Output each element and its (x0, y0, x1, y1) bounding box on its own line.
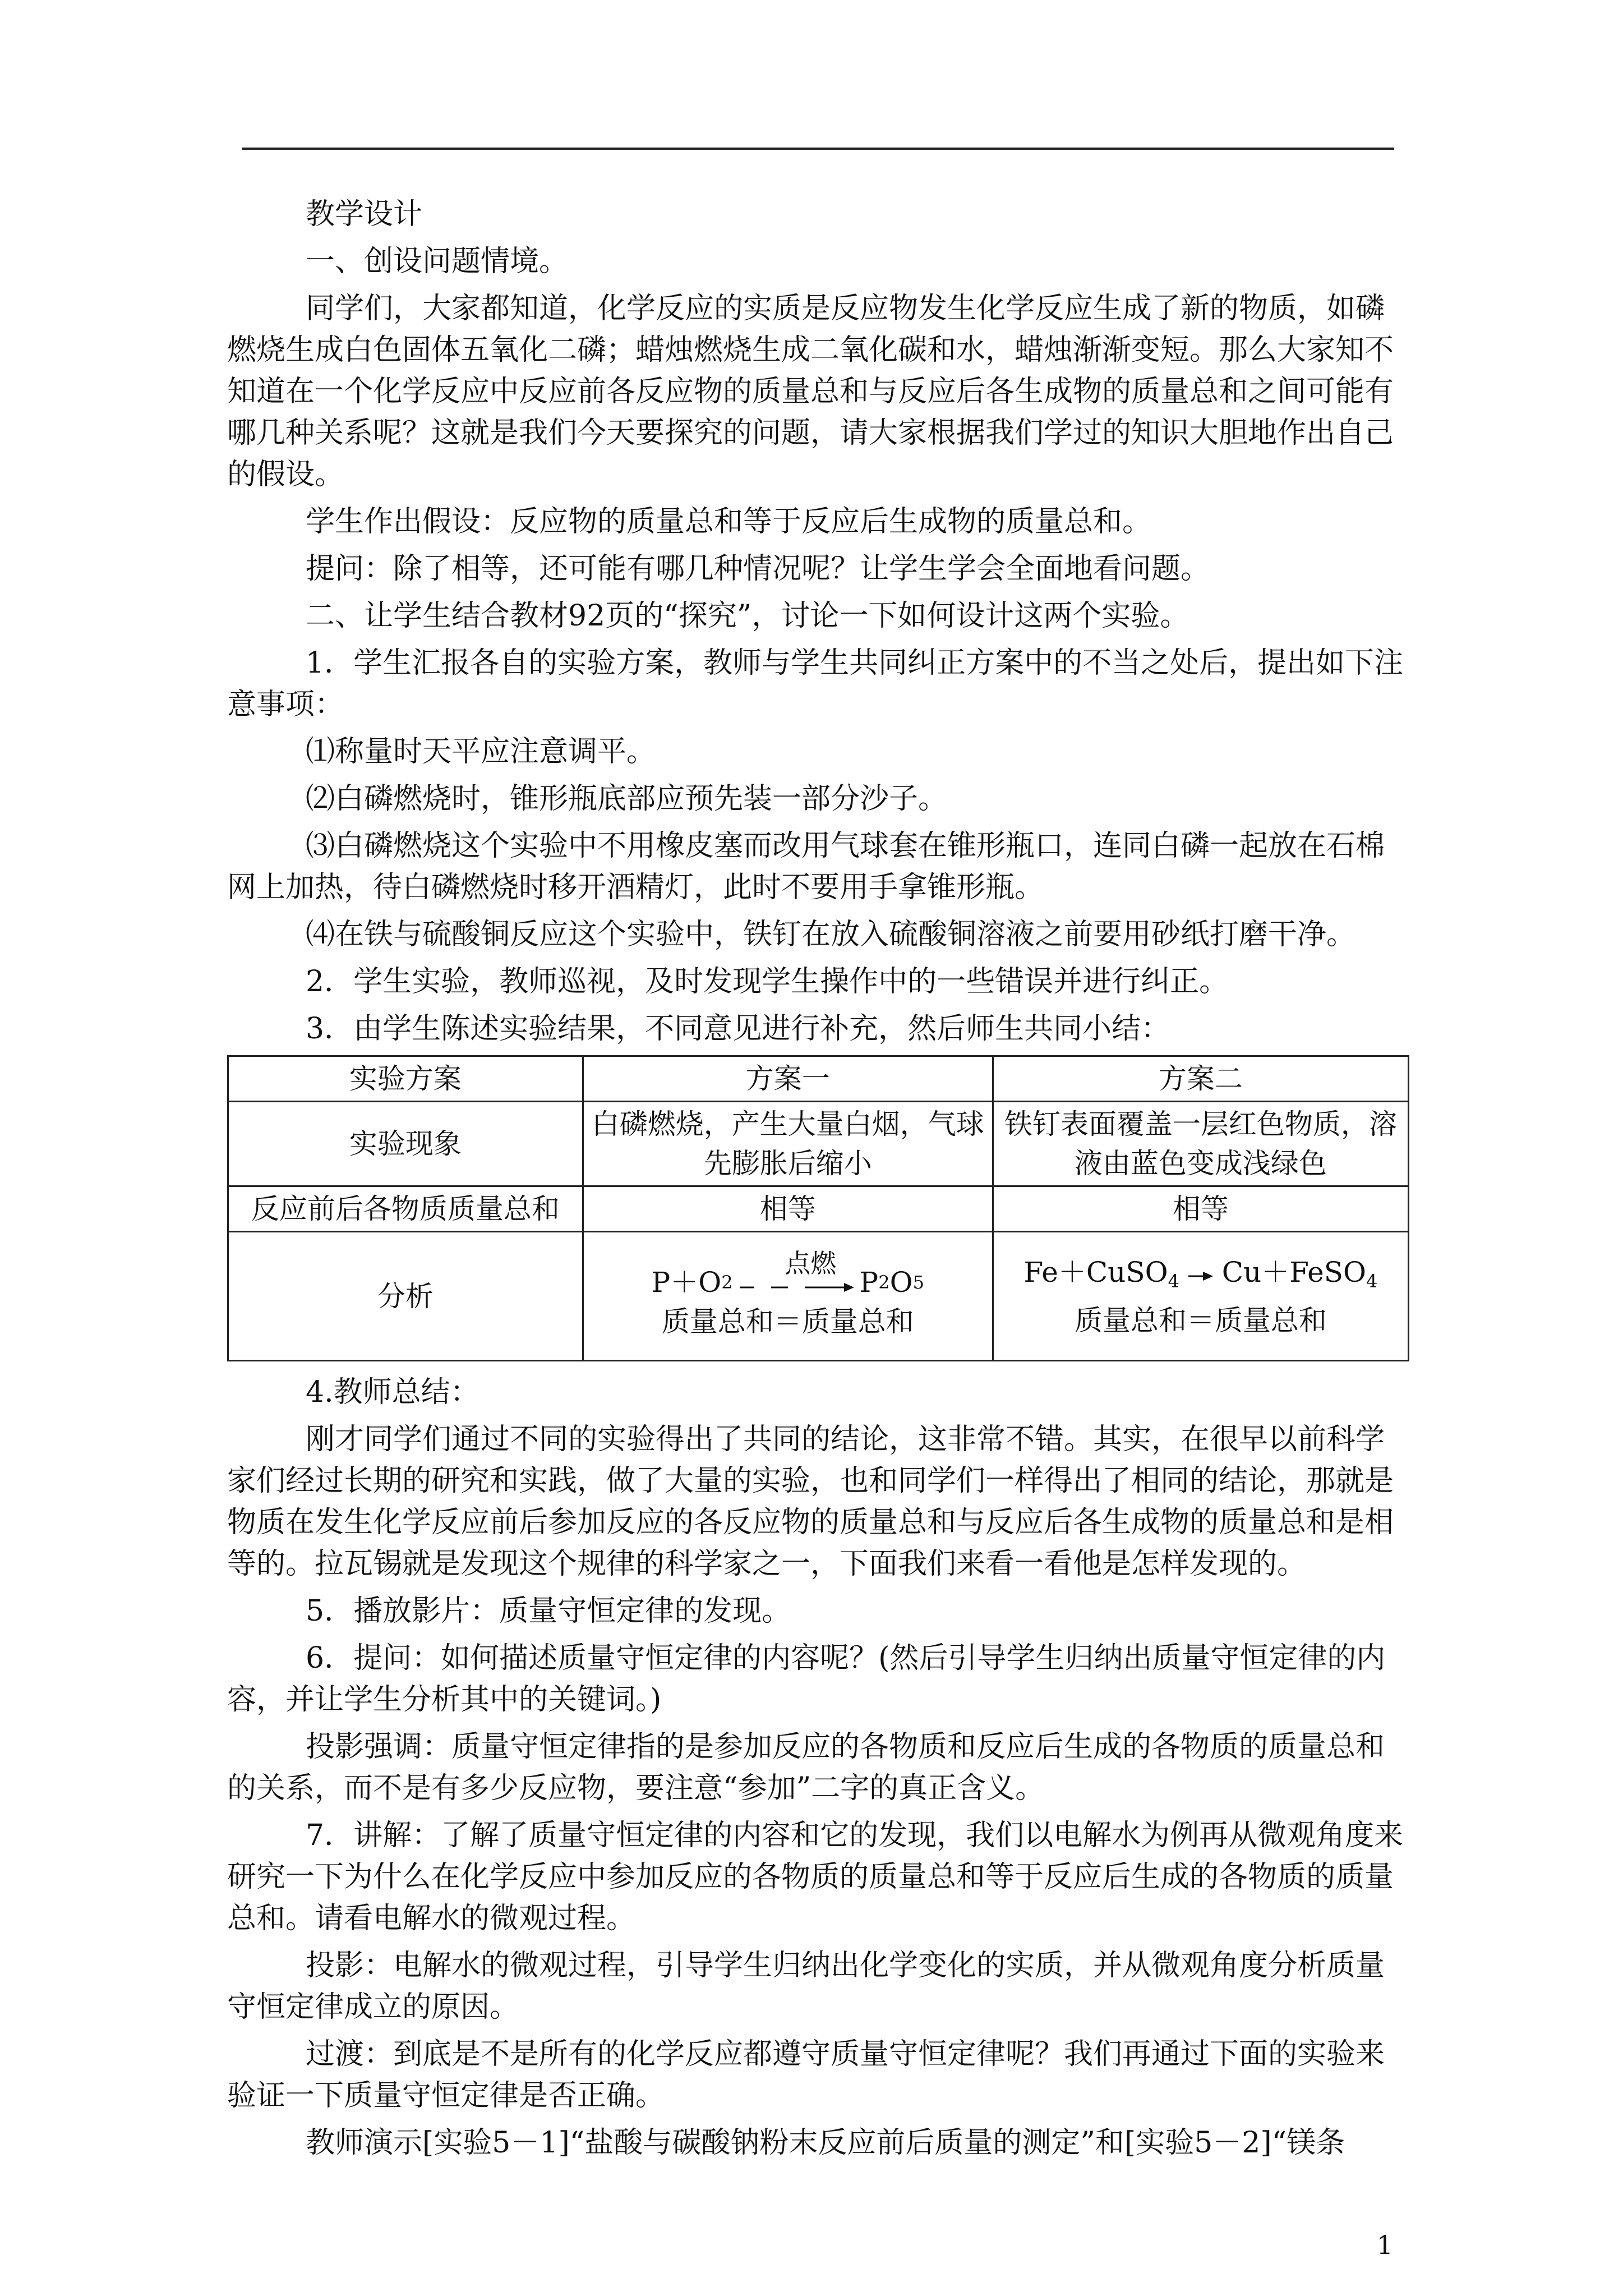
table-row (228, 1056, 1409, 1102)
paragraph: 投影：电解水的微观过程，引导学生归纳出化学变化的实质，并从微观角度分析质量守恒定律成立的原因。 (227, 1949, 1385, 2024)
table-header-cell: 实验方案 (228, 1056, 583, 1102)
note-item: ⑵白磷燃烧时，锥形瓶底部应预先装一部分沙子。 (306, 782, 948, 816)
table-cell: 分析 (228, 1232, 583, 1361)
note-item: ⑷在铁与硫酸铜反应这个实验中，铁钉在放入硫酸铜溶液之前要用砂纸打磨干净。 (306, 918, 1356, 951)
chemical-equation (592, 1248, 984, 1302)
table-cell: 反应前后各物质质量总和 (228, 1186, 583, 1232)
equation-text: P＋O (651, 1266, 722, 1299)
table-row (228, 1232, 1409, 1361)
paragraph: 过渡：到底是不是所有的化学反应都遵守质量守恒定律呢？我们再通过下面的实验来验证一下质量守恒定律是否正确。 (227, 2037, 1385, 2113)
subscript: 5 (912, 1271, 924, 1293)
equation-note: 质量总和＝质量总和 (1074, 1304, 1327, 1337)
paragraph: 同学们，大家都知道，化学反应的实质是反应物发生化学反应生成了新的物质，如磷燃烧生成白色固体五氧化二磷；蜡烛燃烧生成二氧化碳和水，蜡烛渐渐变短。那么大家知不知道在一个化学反应中反应前各反应物的质量总和与反应后各生成物的质量总和之间可能有哪几种关系呢？这就是我们今天要探究的问题，请大家根据我们学过的知识大胆地作出自己的假设。 (227, 292, 1394, 491)
table-cell: 铁钉表面覆盖一层红色物质，溶液由蓝色变成浅绿色 (993, 1102, 1408, 1186)
arrow-icon (1188, 1256, 1213, 1289)
document-body (227, 194, 1410, 2169)
section-heading-2: 二、让学生结合教材92页的“探究”，讨论一下如何设计这两个实验。 (306, 599, 1189, 633)
paragraph: 刚才同学们通过不同的实验得出了共同的结论，这非常不错。其实，在很早以前科学家们经过长期的研究和实践，做了大量的实验，也和同学们一样得出了相同的结论，那就是物质在发生化学反应前后参加反应的各反应物的质量总和与反应后各生成物的质量总和是相等的。拉瓦锡就是发现这个规律的科学家之一，下面我们来看一看他是怎样发现的。 (227, 1423, 1394, 1581)
paragraph: 2．学生实验，教师巡视，及时发现学生操作中的一些错误并进行纠正。 (306, 965, 1229, 999)
table-row (228, 1186, 1409, 1232)
subscript: 2 (721, 1271, 733, 1293)
experiment-table (227, 1055, 1409, 1361)
paragraph: 学生作出假设：反应物的质量总和等于反应后生成物的质量总和。 (306, 505, 1152, 539)
paragraph: 1．学生汇报各自的实验方案，教师与学生共同纠正方案中的不当之处后，提出如下注意事项： (227, 646, 1404, 721)
equation-note: 质量总和＝质量总和 (661, 1305, 914, 1338)
subscript: 2 (878, 1271, 890, 1293)
reaction-condition: 点燃 (785, 1248, 837, 1278)
paragraph: 教师演示[实验5－1]“盐酸与碳酸钠粉末反应前后质量的测定”和[实验5－2]“镁条 (306, 2126, 1345, 2160)
table-cell: 白磷燃烧，产生大量白烟，气球先膨胀后缩小 (583, 1102, 993, 1186)
table-header-cell: 方案一 (583, 1056, 993, 1102)
paragraph: 5．播放影片：质量守恒定律的发现。 (306, 1594, 791, 1628)
paragraph: 4.教师总结： (306, 1375, 479, 1409)
equation-text: O (889, 1266, 913, 1299)
equation-cell-1 (583, 1232, 993, 1361)
chemical-equation (1002, 1253, 1400, 1301)
table-cell: 实验现象 (228, 1102, 583, 1186)
paragraph: 投影强调：质量守恒定律指的是参加反应的各物质和反应后生成的各物质的质量总和的关系，而不是有多少反应物，要注意“参加”二字的真正含义。 (227, 1730, 1385, 1805)
subscript: 4 (1366, 1270, 1378, 1292)
header-rule (242, 148, 1394, 150)
paragraph: 3．由学生陈述实验结果，不同意见进行补充，然后师生共同小结： (306, 1012, 1170, 1046)
equation-text: P (859, 1266, 879, 1299)
paragraph: 7．讲解：了解了质量守恒定律的内容和它的发现，我们以电解水为例再从微观角度来研究一下为什么在化学反应中参加反应的各物质的质量总和等于反应后生成的各物质的质量总和。请看电解水的微观过程。 (227, 1819, 1404, 1935)
note-item: ⑶白磷燃烧这个实验中不用橡皮塞而改用气球套在锥形瓶口，连同白磷一起放在石棉网上加热，待白磷燃烧时移开酒精灯，此时不要用手拿锥形瓶。 (227, 829, 1385, 904)
paragraph: 提问：除了相等，还可能有哪几种情况呢？让学生学会全面地看问题。 (306, 552, 1210, 586)
table-cell: 相等 (583, 1186, 993, 1232)
subscript: 4 (1168, 1270, 1179, 1292)
table-header-cell: 方案二 (993, 1056, 1408, 1102)
equation-text: Cu＋FeSO (1221, 1255, 1367, 1289)
equation-cell-2 (993, 1232, 1408, 1361)
paragraph: 6．提问：如何描述质量守恒定律的内容呢？(然后引导学生归纳出质量守恒定律的内容，并让学生分析其中的关键词。) (227, 1641, 1386, 1717)
section-heading-1: 一、创设问题情境。 (306, 245, 569, 278)
table-row (228, 1102, 1409, 1186)
note-item: ⑴称量时天平应注意调平。 (306, 735, 656, 769)
table-cell: 相等 (993, 1186, 1408, 1232)
page-number: 1 (1376, 2230, 1393, 2260)
equation-text: Fe＋CuSO (1023, 1255, 1168, 1289)
doc-title: 教学设计 (306, 197, 423, 231)
